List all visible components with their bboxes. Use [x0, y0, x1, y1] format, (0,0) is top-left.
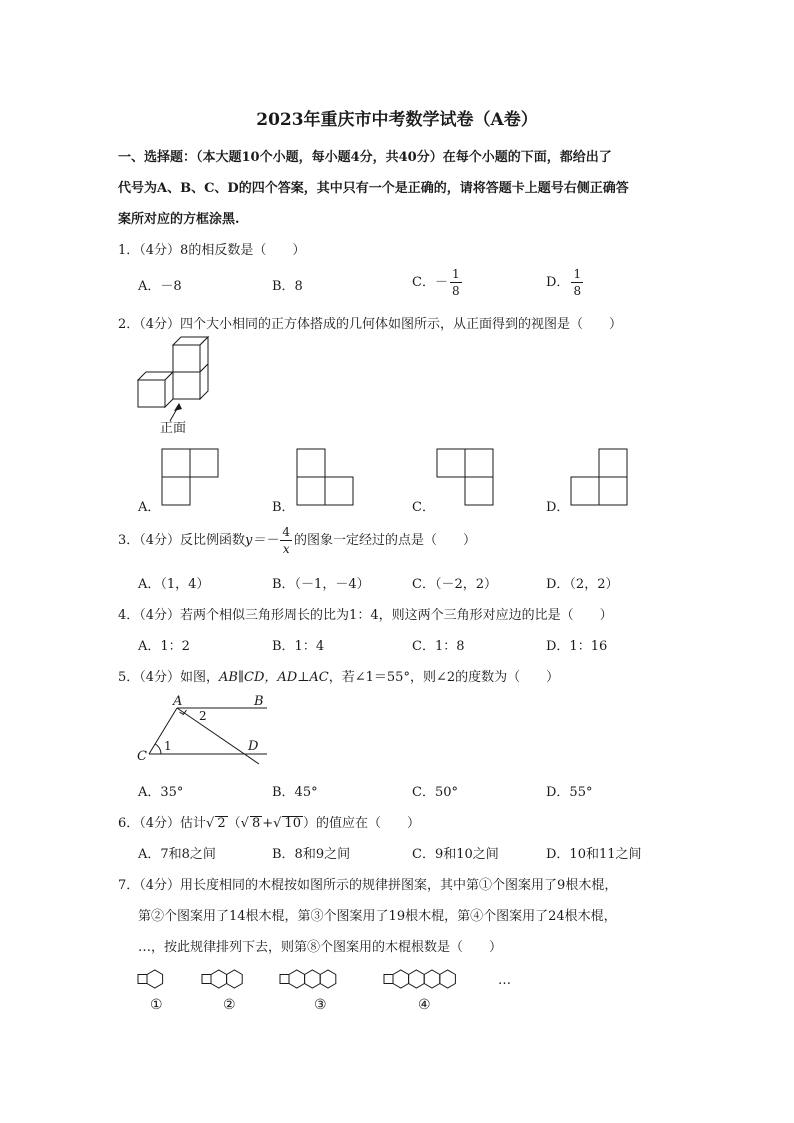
q7-hexagon — [227, 970, 243, 988]
q7-pattern-1 — [138, 970, 163, 988]
q6-option-d: D．10和11之间 — [546, 847, 642, 862]
q5-angle-2-label: 2 — [199, 709, 207, 723]
q7-pattern-label-3: ③ — [314, 997, 327, 1013]
q1-stem: 1．（4分）8的相反数是（ ） — [118, 243, 306, 258]
q7-ellipsis: … — [498, 973, 511, 988]
q7-pattern-3 — [280, 970, 336, 988]
q6-plus: + — [262, 816, 274, 831]
q2-stem: 2．（4分）四个大小相同的正方体搭成的几何体如图所示，从正面得到的视图是（ ） — [118, 317, 623, 332]
q1-option-d-fraction — [571, 268, 583, 297]
q1-option-c — [412, 268, 464, 297]
q4-option-a: A．1：2 — [138, 639, 190, 654]
q5-point-d: D — [248, 739, 259, 754]
q3-option-a: A．（1，4） — [138, 577, 210, 592]
q2-option-b-view — [297, 449, 357, 509]
q7-hexagon — [393, 970, 409, 988]
q7-hexagon — [211, 970, 227, 988]
q7-line-1: 7．（4分）用长度相同的木棍按如图所示的规律拼图案，其中第①个图案用了9根木棍， — [118, 878, 618, 893]
q7-hexagon — [440, 970, 456, 988]
q5-stem-prefix: 5．（4分）如图， — [118, 670, 220, 685]
section-intro-line-1: 一、选择题：（本大题10个小题，每小题4分，共40分）在每个小题的下面，都给出了 — [118, 150, 612, 165]
q2-option-a-label: A． — [138, 500, 161, 515]
q6-stem-suffix: ）的值应在（ ） — [302, 816, 420, 831]
q6-option-b: B．8和9之间 — [272, 847, 351, 862]
q1-option-c-fraction — [450, 268, 462, 297]
q1-d-numerator: 1 — [573, 267, 582, 281]
q7-hexagon — [289, 970, 305, 988]
q3-func-numerator: 4 — [282, 525, 291, 539]
q3-option-d: D．（2，2） — [546, 577, 619, 592]
q7-hexagon — [305, 970, 321, 988]
q5-point-b: B — [254, 694, 264, 709]
q7-square — [280, 975, 289, 984]
q1-option-c-sign: － — [434, 275, 448, 290]
q6-sqrt-2: 2 — [217, 816, 226, 831]
q5-option-d: D．55° — [546, 785, 593, 800]
q5-geometry-figure — [135, 690, 285, 770]
q5-option-b: B．45° — [272, 785, 318, 800]
q3-option-b: B．（－1，－4） — [272, 577, 370, 592]
q7-line-2: 第②个图案用了14根木棍，第③个图案用了19根木棍，第④个图案用了24根木棍， — [138, 909, 617, 924]
q4-option-c: C．1：8 — [412, 639, 465, 654]
section-intro-line-2: 代号为A、B、C、D的四个答案，其中只有一个是正确的，请将答题卡上题号右侧正确答 — [118, 181, 629, 196]
q5-option-a: A．35° — [138, 785, 184, 800]
q4-option-d: D．1：16 — [546, 639, 608, 654]
q5-stem-condition: AB∥CD，AD⊥AC — [219, 670, 329, 685]
q1-c-numerator: 1 — [451, 267, 460, 281]
q7-pattern-label-2: ② — [223, 997, 236, 1013]
q5-angle-1-label: 1 — [164, 739, 172, 753]
q2-option-a-view — [162, 449, 222, 509]
q3-option-c: C．（－2，2） — [412, 577, 497, 592]
q3-func-denominator: x — [282, 542, 290, 556]
q2-option-b-label: B． — [272, 500, 295, 515]
q7-pattern-4 — [384, 970, 455, 988]
q3-stem-after: 的图象一定经过的点是（ ） — [294, 533, 477, 548]
q7-pattern-label-1: ① — [150, 997, 163, 1013]
q2-option-c-view — [437, 449, 497, 509]
q2-option-d-label: D． — [546, 500, 570, 515]
q3-stem — [118, 526, 476, 555]
q5-stem — [118, 666, 559, 685]
q2-option-d-view — [571, 449, 631, 509]
q6-sqrt-8: 8 — [251, 816, 261, 831]
q6-stem-prefix: 6．（4分）估计 — [118, 816, 207, 831]
q7-hexagon — [409, 970, 425, 988]
q6-option-a: A．7和8之间 — [138, 847, 216, 862]
q3-func-fraction — [280, 526, 292, 555]
q7-hexagon — [320, 970, 336, 988]
section-intro-line-3: 案所对应的方框涂黑. — [118, 212, 240, 227]
q7-line-3: …，按此规律排列下去，则第⑧个图案用的木棍根数是（ ） — [138, 940, 503, 955]
q5-option-c: C．50° — [412, 785, 458, 800]
q7-square — [138, 975, 147, 984]
q7-pattern-row — [130, 962, 530, 996]
q2-option-c-label: C． — [412, 500, 435, 515]
q6-sqrt-10: 10 — [284, 816, 301, 831]
q3-func-lhs: y＝－ — [245, 533, 279, 548]
q1-option-b: B．8 — [272, 279, 303, 294]
q4-stem: 4．（4分）若两个相似三角形周长的比为1：4，则这两个三角形对应边的比是（ ） — [118, 608, 613, 623]
q6-paren-open: （ — [227, 816, 241, 831]
q7-pattern-2 — [202, 970, 242, 988]
q1-option-d-prefix: D． — [546, 275, 570, 290]
q2-front-label: 正面 — [160, 421, 187, 436]
q7-hexagon — [147, 970, 163, 988]
q1-option-a: A．－8 — [138, 279, 182, 294]
page-title: 2023年重庆市中考数学试卷（A卷） — [256, 110, 538, 130]
q6-stem: 6．（4分）估计√ 2 （√ 8 +√ 10 ）的值应在（ ） — [118, 816, 420, 831]
q3-stem-before: 3．（4分）反比例函数 — [118, 533, 246, 548]
q5-point-a: A — [173, 694, 183, 709]
q5-stem-rest: ，若∠1＝55°，则∠2的度数为（ ） — [328, 670, 560, 685]
q1-d-denominator: 8 — [573, 284, 582, 298]
q1-c-denominator: 8 — [451, 284, 460, 298]
q7-square — [384, 975, 393, 984]
q4-option-b: B．1：4 — [272, 639, 325, 654]
q7-hexagon — [424, 970, 440, 988]
q5-point-c: C — [137, 749, 147, 764]
q7-square — [202, 975, 211, 984]
q7-pattern-label-4: ④ — [418, 997, 431, 1013]
q1-option-d — [546, 268, 585, 297]
q6-option-c: C．9和10之间 — [412, 847, 499, 862]
q1-option-c-prefix: C． — [412, 275, 435, 290]
